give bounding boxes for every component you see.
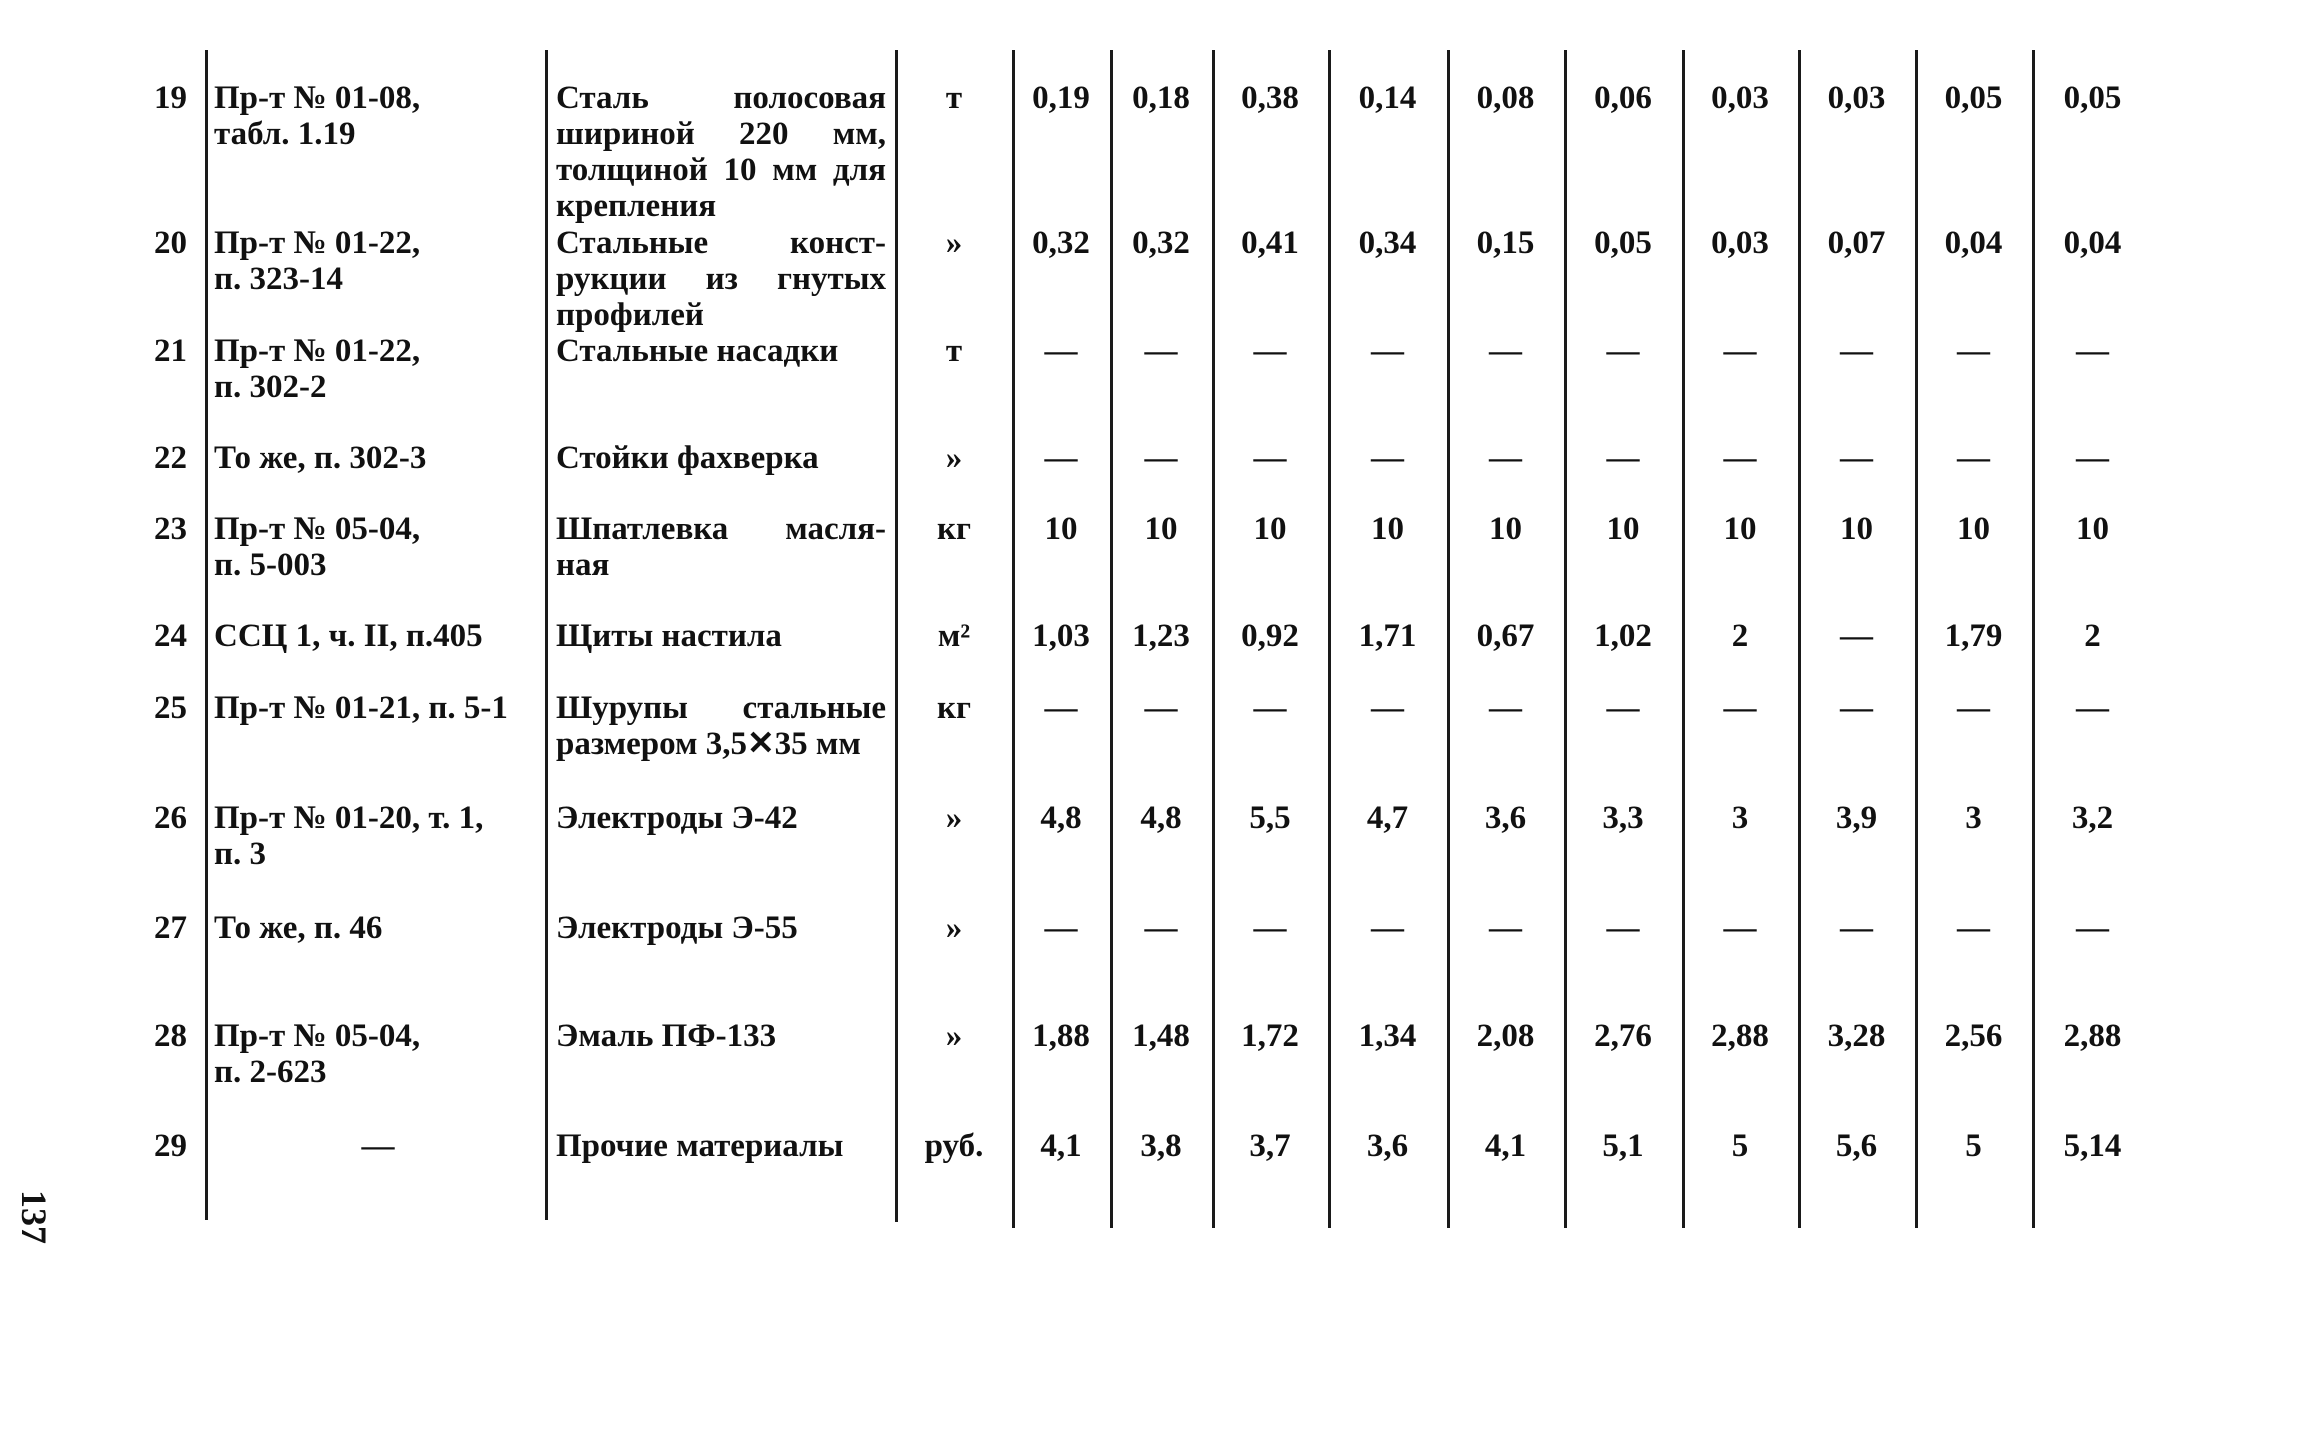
unit: »: [945, 440, 963, 476]
value-cell: 4,7: [1366, 800, 1409, 836]
value-cell: —: [1371, 690, 1404, 726]
unit: руб.: [924, 1128, 984, 1164]
value-cell: 2,76: [1594, 1018, 1652, 1054]
value-cell: 1,88: [1032, 1018, 1090, 1054]
value-cell: 2,88: [2063, 1018, 2122, 1054]
value-cell: 10: [1144, 511, 1178, 547]
row-number: 28: [154, 1018, 187, 1054]
value-cell: 10: [1371, 511, 1404, 547]
unit: »: [945, 1018, 963, 1054]
value-cell: —: [1723, 333, 1757, 369]
unit: м²: [937, 618, 971, 654]
value-cell: 4,1: [1484, 1128, 1527, 1164]
value-cell: 3,6: [1366, 1128, 1409, 1164]
value-cell: 3: [1965, 800, 1982, 836]
value-cell: 3,2: [2071, 800, 2114, 836]
value-cell: 0,18: [1132, 80, 1190, 116]
value-cell: —: [1723, 690, 1757, 726]
value-cell: 0,14: [1358, 80, 1417, 116]
row-number: 22: [154, 440, 187, 476]
value-cell: 3,9: [1835, 800, 1878, 836]
value-cell: —: [1044, 440, 1078, 476]
value-cell: 2: [1731, 618, 1749, 654]
value-cell: 0,41: [1241, 225, 1299, 261]
value-cell: 0,04: [1944, 225, 2003, 261]
unit: »: [945, 800, 963, 836]
value-cell: —: [1606, 333, 1640, 369]
value-cell: 2,08: [1476, 1018, 1535, 1054]
value-cell: 1,03: [1032, 618, 1090, 654]
value-cell: —: [1371, 910, 1404, 946]
value-cell: —: [1044, 333, 1078, 369]
value-cell: —: [1489, 690, 1522, 726]
value-cell: —: [1144, 440, 1178, 476]
value-cell: 0,08: [1476, 80, 1535, 116]
material-name: Шпатлевка масля-ная: [556, 511, 886, 583]
value-cell: —: [1840, 333, 1873, 369]
value-cell: —: [1044, 690, 1078, 726]
value-cell: —: [1253, 910, 1287, 946]
value-cell: 10: [1840, 511, 1873, 547]
row-reference: Пр-т № 05-04, п. 5-003: [214, 511, 421, 583]
value-cell: 1,48: [1132, 1018, 1190, 1054]
row-reference: Пр-т № 01-21, п. 5-1: [214, 690, 508, 726]
row-number: 25: [154, 690, 187, 726]
value-cell: 10: [1253, 511, 1287, 547]
value-cell: 0,06: [1594, 80, 1652, 116]
value-cell: —: [1489, 440, 1522, 476]
row-number: 20: [154, 225, 187, 261]
value-cell: 3,8: [1140, 1128, 1182, 1164]
value-cell: 10: [1606, 511, 1640, 547]
value-cell: —: [1957, 440, 1990, 476]
value-cell: —: [2076, 333, 2109, 369]
row-reference: Пр-т № 01-08, табл. 1.19: [214, 80, 421, 152]
row-reference: То же, п. 302-3: [214, 440, 427, 476]
unit: »: [945, 910, 963, 946]
value-cell: 10: [1957, 511, 1990, 547]
value-cell: —: [2076, 440, 2109, 476]
value-cell: —: [1723, 910, 1757, 946]
material-name: Стальные насадки: [556, 333, 839, 369]
value-cell: —: [1606, 440, 1640, 476]
value-cell: —: [1840, 910, 1873, 946]
row-reference: Пр-т № 01-20, т. 1, п. 3: [214, 800, 484, 872]
value-cell: 3,7: [1249, 1128, 1291, 1164]
value-cell: 0,32: [1032, 225, 1090, 261]
unit: кг: [937, 511, 971, 547]
unit: »: [945, 225, 963, 261]
row-number: 23: [154, 511, 187, 547]
value-cell: 2,56: [1944, 1018, 2003, 1054]
value-cell: —: [1840, 440, 1873, 476]
unit: т: [945, 80, 963, 116]
value-cell: 5: [1731, 1128, 1749, 1164]
value-cell: 10: [1044, 511, 1078, 547]
value-cell: —: [1489, 910, 1522, 946]
value-cell: —: [1606, 910, 1640, 946]
value-cell: —: [1253, 690, 1287, 726]
row-reference: ССЦ 1, ч. II, п.405: [214, 618, 483, 654]
material-name: Прочие материалы: [556, 1128, 844, 1164]
value-cell: 1,23: [1132, 618, 1190, 654]
value-cell: 0,07: [1827, 225, 1886, 261]
material-name: Сталь полосовая шириной 220 мм, толщиной 10 мм для крепления: [556, 80, 886, 224]
value-cell: 3: [1731, 800, 1749, 836]
value-cell: —: [1840, 690, 1873, 726]
value-cell: —: [1144, 910, 1178, 946]
value-cell: 2,88: [1711, 1018, 1769, 1054]
value-cell: —: [1144, 333, 1178, 369]
value-cell: 10: [1723, 511, 1757, 547]
material-name: Электроды Э-55: [556, 910, 798, 946]
row-reference: Пр-т № 05-04, п. 2-623: [214, 1018, 421, 1090]
value-cell: 1,34: [1358, 1018, 1417, 1054]
value-cell: 0,03: [1827, 80, 1886, 116]
value-cell: 1,71: [1358, 618, 1417, 654]
value-cell: 5,1: [1602, 1128, 1644, 1164]
value-cell: 5,5: [1249, 800, 1291, 836]
value-cell: 0,05: [2063, 80, 2122, 116]
unit: кг: [937, 690, 971, 726]
material-name: Электроды Э-42: [556, 800, 798, 836]
row-number: 21: [154, 333, 187, 369]
value-cell: 0,15: [1476, 225, 1535, 261]
value-cell: 1,79: [1944, 618, 2003, 654]
value-cell: 10: [1489, 511, 1522, 547]
value-cell: —: [1606, 690, 1640, 726]
value-cell: 3,6: [1484, 800, 1527, 836]
material-name: Щиты настила: [556, 618, 782, 654]
row-number: 29: [154, 1128, 187, 1164]
value-cell: 2: [2084, 618, 2101, 654]
row-reference: Пр-т № 01-22, п. 323-14: [214, 225, 421, 297]
value-cell: 10: [2076, 511, 2109, 547]
row-number: 26: [154, 800, 187, 836]
value-cell: —: [1723, 440, 1757, 476]
value-cell: 5: [1965, 1128, 1982, 1164]
row-reference: Пр-т № 01-22, п. 302-2: [214, 333, 421, 405]
value-cell: 5,6: [1835, 1128, 1878, 1164]
value-cell: 1,02: [1594, 618, 1652, 654]
value-cell: —: [1144, 690, 1178, 726]
material-name: Стойки фахверка: [556, 440, 819, 476]
value-cell: 0,04: [2063, 225, 2122, 261]
value-cell: 4,8: [1140, 800, 1182, 836]
value-cell: 0,34: [1358, 225, 1417, 261]
value-cell: —: [1489, 333, 1522, 369]
value-cell: —: [1371, 440, 1404, 476]
value-cell: 0,38: [1241, 80, 1299, 116]
value-cell: 3,28: [1827, 1018, 1886, 1054]
value-cell: —: [1253, 440, 1287, 476]
value-cell: —: [2076, 910, 2109, 946]
value-cell: —: [1957, 690, 1990, 726]
value-cell: —: [2076, 690, 2109, 726]
value-cell: —: [1840, 618, 1873, 654]
row-number: 27: [154, 910, 187, 946]
value-cell: —: [1957, 333, 1990, 369]
value-cell: 5,14: [2063, 1128, 2122, 1164]
material-name: Стальные конст-рукции из гнутых профилей: [556, 225, 886, 333]
row-number: 19: [154, 80, 187, 116]
value-cell: 3,3: [1602, 800, 1644, 836]
value-cell: 0,03: [1711, 225, 1769, 261]
material-name: Шурупы стальные размером 3,5✕35 мм: [556, 690, 886, 762]
unit: т: [945, 333, 963, 369]
page-number: 137: [14, 1190, 54, 1244]
value-cell: 4,8: [1040, 800, 1082, 836]
value-cell: —: [1371, 333, 1404, 369]
value-cell: 4,1: [1040, 1128, 1082, 1164]
value-cell: 0,92: [1241, 618, 1299, 654]
value-cell: 0,67: [1476, 618, 1535, 654]
row-number: 24: [154, 618, 187, 654]
row-reference: То же, п. 46: [214, 910, 383, 946]
material-name: Эмаль ПФ-133: [556, 1018, 777, 1054]
value-cell: 0,32: [1132, 225, 1190, 261]
column-rule-2: [545, 50, 548, 1220]
value-cell: 0,05: [1594, 225, 1652, 261]
row-reference: —: [361, 1128, 395, 1164]
value-cell: 0,05: [1944, 80, 2003, 116]
value-cell: 0,19: [1032, 80, 1090, 116]
value-cell: —: [1253, 333, 1287, 369]
column-rule-1: [205, 50, 208, 1220]
value-cell: —: [1957, 910, 1990, 946]
value-cell: 0,03: [1711, 80, 1769, 116]
value-cell: —: [1044, 910, 1078, 946]
value-cell: 1,72: [1241, 1018, 1299, 1054]
